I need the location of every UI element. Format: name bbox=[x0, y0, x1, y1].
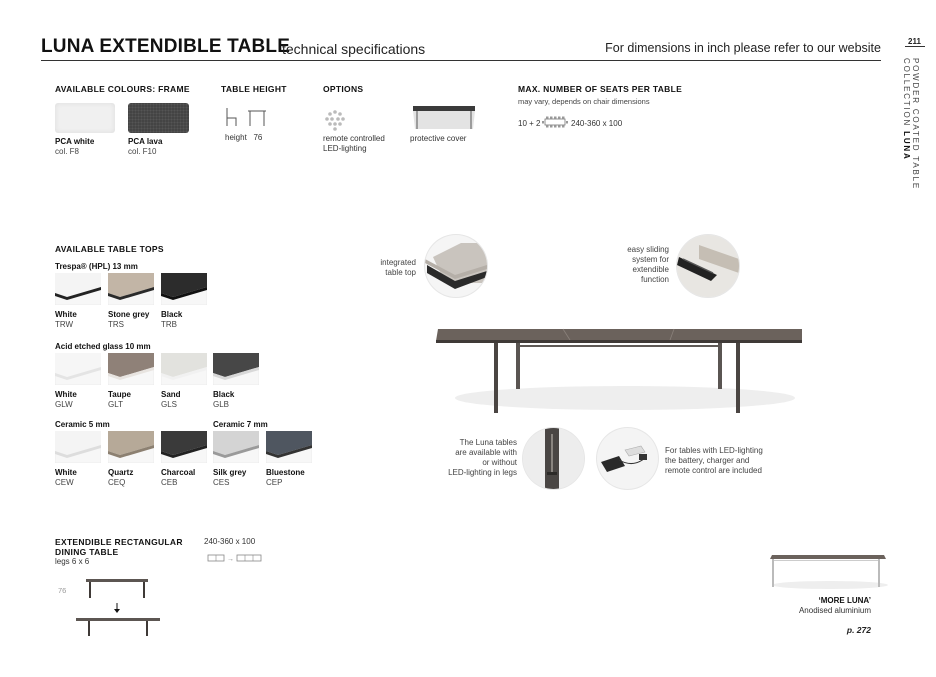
group-title-trespa: Trespa® (HPL) 13 mm bbox=[55, 262, 138, 271]
table-top-swatch bbox=[108, 273, 154, 305]
table-top-label: Black TRB bbox=[161, 310, 183, 329]
option-led-label: remote controlled LED-lighting bbox=[323, 134, 385, 153]
table-top-label: White TRW bbox=[55, 310, 77, 329]
table-top-swatch bbox=[213, 431, 259, 463]
table-top-label: Taupe GLT bbox=[108, 390, 131, 409]
callout-integrated-top: integrated table top bbox=[380, 258, 416, 277]
frame-label-lava: PCA lava col. F10 bbox=[128, 137, 163, 156]
option-cover-label: protective cover bbox=[410, 134, 467, 143]
more-luna-image bbox=[766, 549, 890, 591]
header-rule bbox=[41, 60, 881, 61]
detail-circle-led-kit bbox=[597, 428, 658, 489]
group-title-ceramic5: Ceramic 5 mm bbox=[55, 420, 110, 429]
luna-table-image bbox=[430, 320, 810, 420]
table-top-label: Sand GLS bbox=[161, 390, 181, 409]
table-top-label: Silk grey CES bbox=[213, 468, 247, 487]
table-top-label: Bluestone CEP bbox=[266, 468, 305, 487]
detail-circle-table-top bbox=[425, 235, 487, 297]
table-top-swatch bbox=[55, 353, 101, 385]
table-top-swatch bbox=[161, 353, 207, 385]
callout-led-kit: For tables with LED-lighting the battery, charger and remote control are included bbox=[665, 446, 763, 475]
frame-colours-heading: AVAILABLE COLOURS: FRAME bbox=[55, 84, 190, 94]
detail-circle-legs bbox=[523, 428, 584, 489]
group-title-ceramic7: Ceramic 7 mm bbox=[213, 420, 268, 429]
more-luna-page-ref[interactable]: p. 272 bbox=[846, 625, 871, 635]
seating-layout-icon bbox=[542, 116, 568, 128]
table-top-label: Black GLB bbox=[213, 390, 235, 409]
led-icon bbox=[323, 108, 347, 132]
table-top-label: White CEW bbox=[55, 468, 77, 487]
table-top-label: Stone grey TRS bbox=[108, 310, 150, 329]
table-top-label: White GLW bbox=[55, 390, 77, 409]
product-extension-image bbox=[72, 575, 164, 640]
table-top-swatch bbox=[55, 273, 101, 305]
page-number-rule bbox=[905, 46, 925, 47]
table-top-swatch bbox=[108, 353, 154, 385]
seats-dimensions: 240-360 x 100 bbox=[571, 119, 623, 128]
product-heading: EXTENDIBLE RECTANGULAR DINING TABLE bbox=[55, 537, 183, 557]
extension-diagram-icon bbox=[207, 553, 263, 563]
table-tops-heading: AVAILABLE TABLE TOPS bbox=[55, 244, 164, 254]
page-number: 211 bbox=[908, 37, 921, 46]
side-collection-label bbox=[902, 58, 920, 268]
table-top-swatch bbox=[213, 353, 259, 385]
product-legs: legs 6 x 6 bbox=[55, 557, 90, 566]
detail-circle-sliding bbox=[677, 235, 739, 297]
page-subtitle: technical specifications bbox=[282, 41, 426, 57]
product-height: 76 bbox=[58, 586, 67, 595]
table-top-swatch bbox=[161, 431, 207, 463]
seats-heading: MAX. NUMBER OF SEATS PER TABLE bbox=[518, 84, 683, 94]
callout-sliding: easy sliding system for extendible function bbox=[627, 245, 669, 284]
frame-swatch-white bbox=[55, 103, 115, 133]
table-top-swatch bbox=[266, 431, 312, 463]
side-text: POWDER COATED TABLE COLLECTION bbox=[902, 58, 920, 190]
table-top-swatch bbox=[55, 431, 101, 463]
table-top-swatch bbox=[108, 431, 154, 463]
seats-note: may vary, depends on chair dimensions bbox=[518, 97, 650, 106]
frame-swatch-lava bbox=[128, 103, 189, 133]
chair-table-height-icon bbox=[224, 106, 268, 128]
seats-count: 10 + 2 bbox=[518, 119, 541, 128]
group-title-glass: Acid etched glass 10 mm bbox=[55, 342, 151, 351]
table-top-swatch bbox=[161, 273, 207, 305]
options-heading: OPTIONS bbox=[323, 84, 364, 94]
product-dimensions: 240-360 x 100 bbox=[204, 537, 256, 546]
page-title: LUNA EXTENDIBLE TABLE bbox=[41, 36, 291, 57]
table-top-label: Quartz CEQ bbox=[108, 468, 134, 487]
more-luna-material: Anodised aluminium bbox=[798, 606, 871, 615]
table-height-value: height 76 bbox=[225, 133, 263, 142]
inch-note: For dimensions in inch please refer to our website bbox=[605, 41, 881, 55]
table-top-label: Charcoal CEB bbox=[161, 468, 196, 487]
callout-legs: The Luna tables are available with or without LED-lighting in legs bbox=[448, 438, 517, 477]
more-luna-title: ‘MORE LUNA’ bbox=[818, 596, 871, 605]
table-height-heading: TABLE HEIGHT bbox=[221, 84, 287, 94]
frame-label-white: PCA white col. F8 bbox=[55, 137, 95, 156]
svg-text:→: → bbox=[227, 556, 234, 563]
protective-cover-icon bbox=[411, 103, 477, 131]
side-text-bold: LUNA bbox=[902, 131, 911, 161]
